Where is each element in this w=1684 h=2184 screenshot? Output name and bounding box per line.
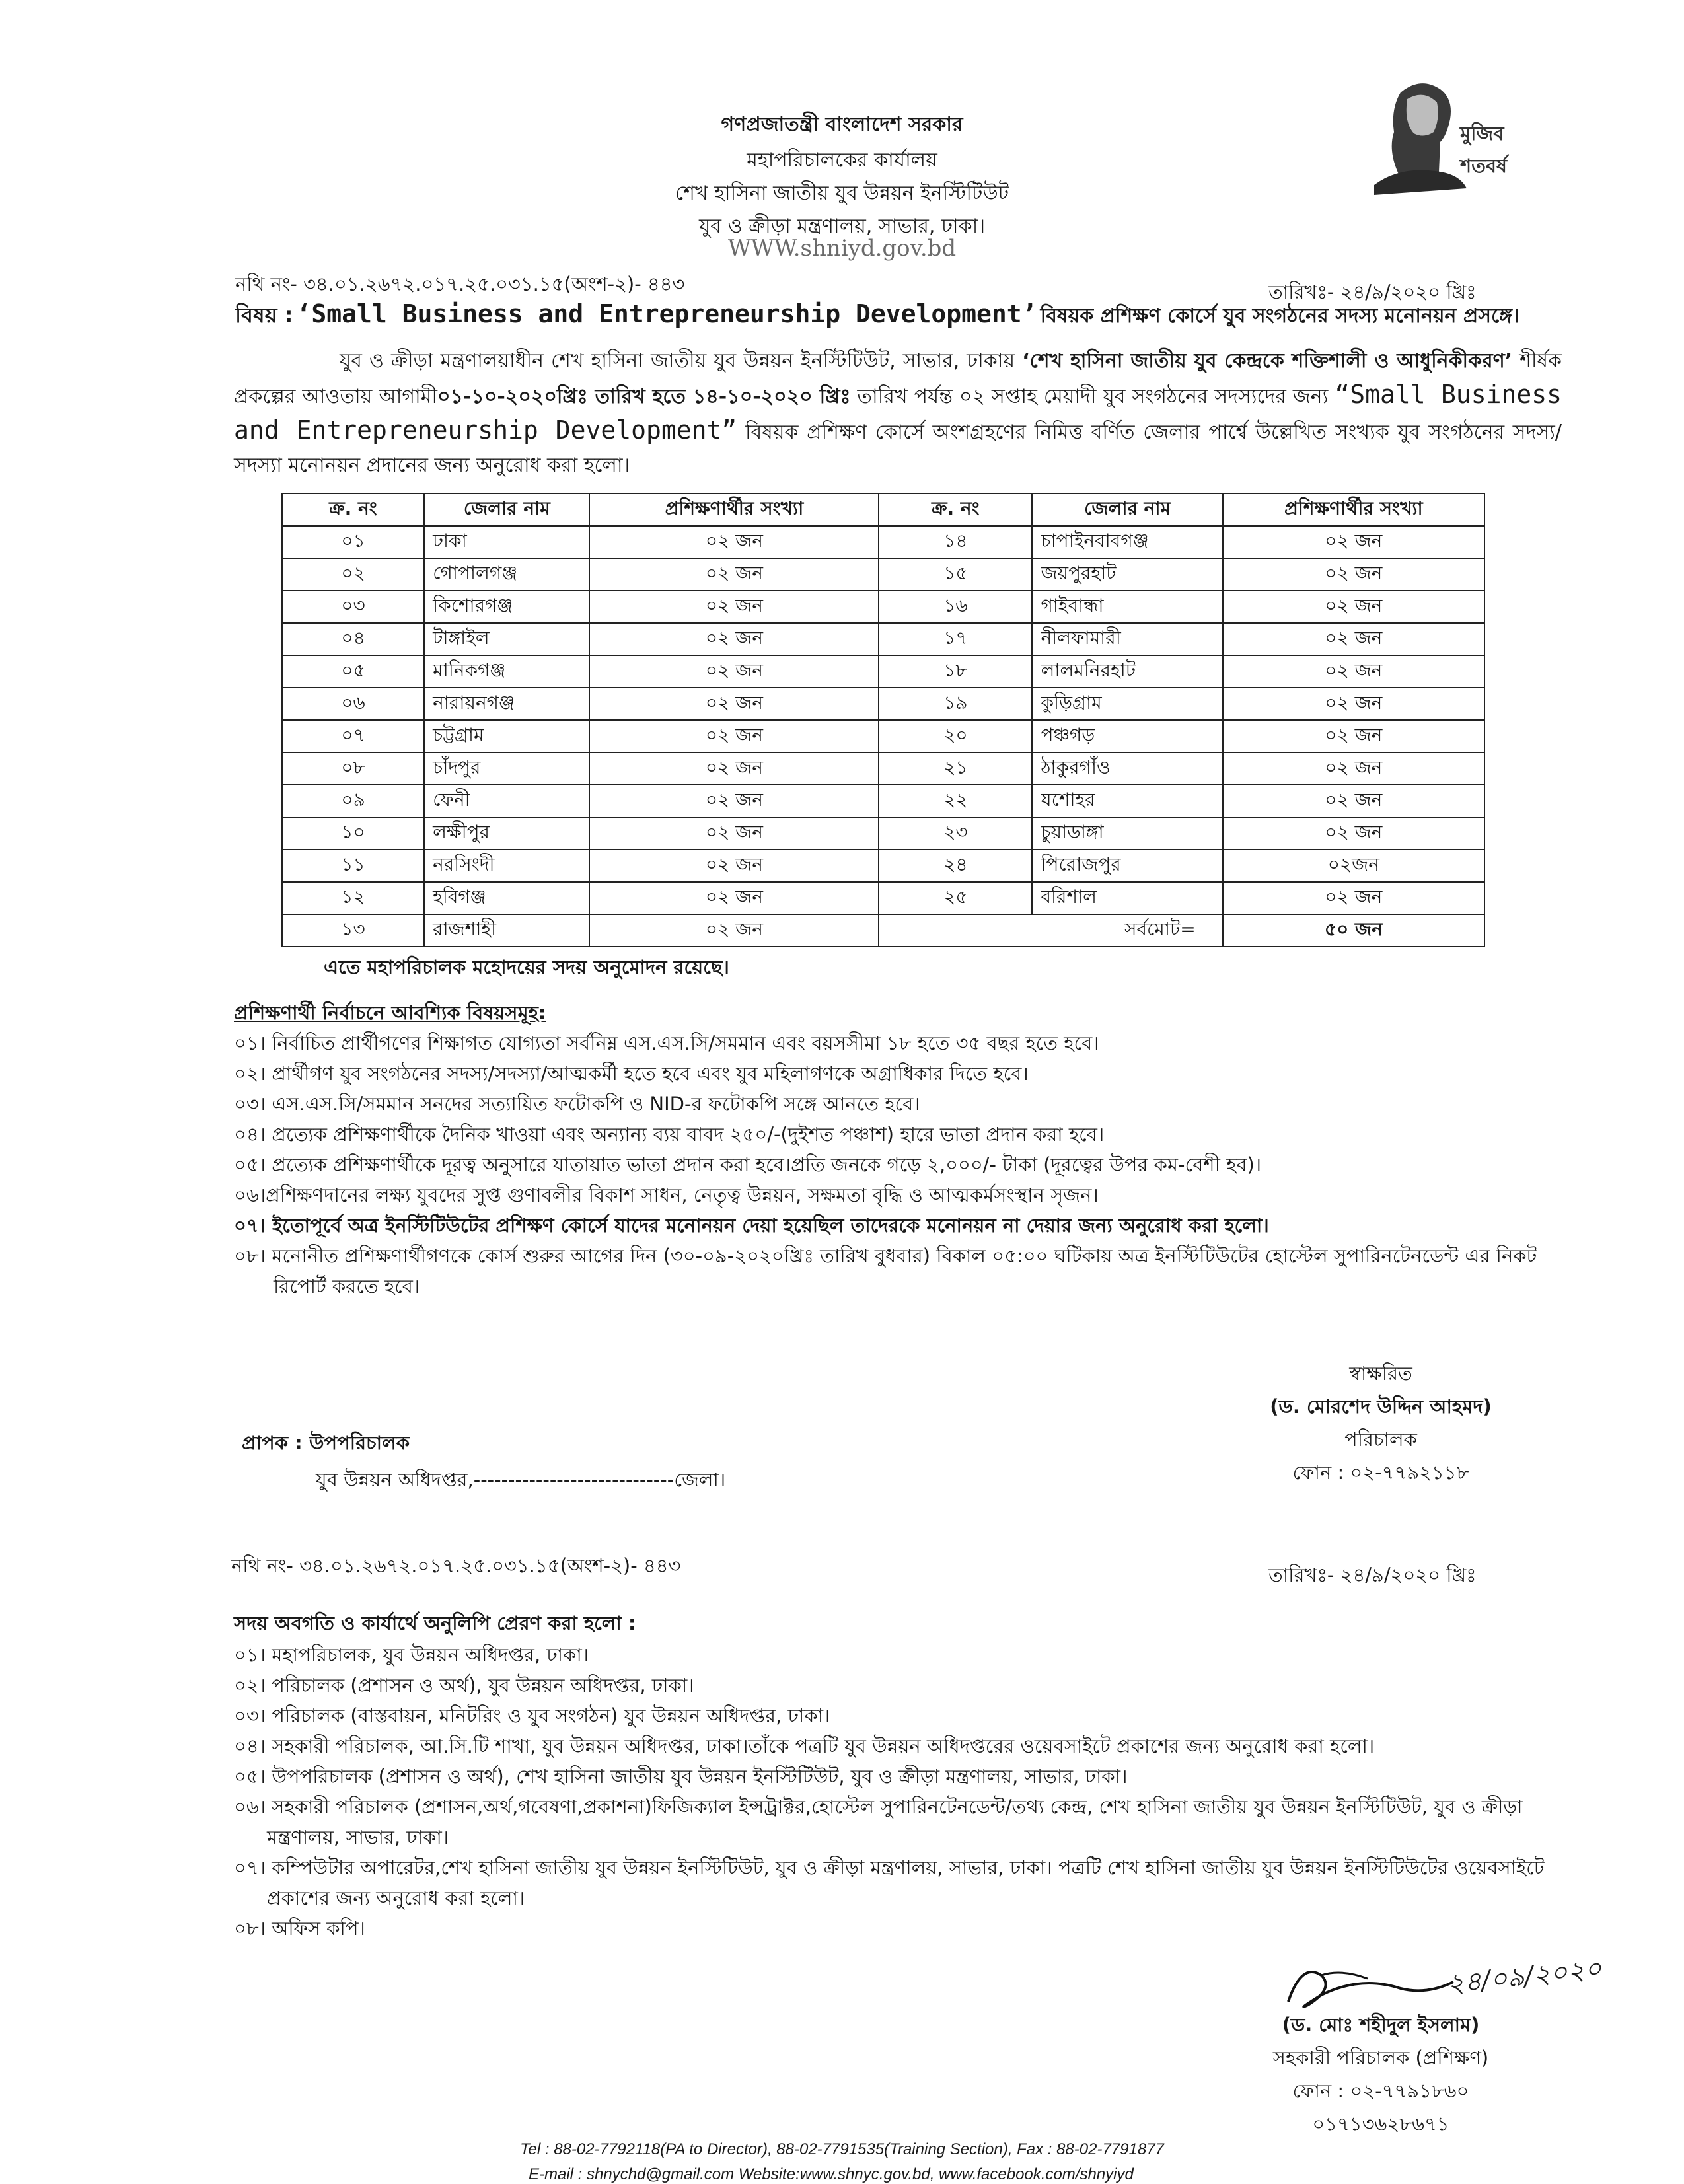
requirement-item: ০৮। মনোনীত প্রশিক্ষণার্থীগণকে কোর্স শুরুর আগের দিন (৩০-০৯-২০২০খ্রিঃ তারিখ বুধবার) বিকাল ০৫:০০ ঘটিকায় অত্র ইনস্টিটিউটের হোস্টেল সুপারিনটেনডেন্ট এর নিকট রিপোর্ট করতে হবে।: [234, 1245, 1537, 1297]
requirement-item: ০৩। এস.এস.সি/সমমান সনদের সত্যায়িত ফটোকপি ও NID-র ফটোকপি সঙ্গে আনতে হবে।: [234, 1093, 920, 1115]
requirement-item: ০৬।প্রশিক্ষণদানের লক্ষ্য যুবদের সুপ্ত গুণাবলীর বিকাশ সাধন, নেতৃত্ব উন্নয়ন, সক্ষমতা বৃদ্ধি ও আত্মকর্মসংস্থান সৃজন।: [234, 1184, 1099, 1206]
district-cell: কুড়িগ্রাম: [1032, 688, 1222, 720]
count-cell: ০২ জন: [589, 850, 879, 882]
count-cell: ০২ জন: [589, 526, 879, 558]
district-cell: ফেনী: [424, 785, 589, 817]
footer-email: E-mail : shnychd@gmail.com Website:www.shnyc.gov.bd, www.facebook.com/shnyiyd: [529, 2166, 1134, 2183]
body-text-d: বিষয়ক প্রশিক্ষণ কোর্সে অংশগ্রহণের নিমিত্ত বর্ণিত জেলার পার্শ্বে উল্লেখিত সংখ্যক যুব সংগঠনের সদস্য/সদস্যা মনোনয়ন প্রদানের জন্য অনুরোধ করা হলো।: [234, 421, 1562, 477]
district-cell: নীলফামারী: [1032, 623, 1222, 655]
signatory-mobile: ০১৭১৩৬২৮৬৭১: [1312, 2113, 1449, 2135]
serial-cell: ১৯: [879, 688, 1032, 720]
serial-cell: ২৩: [879, 817, 1032, 850]
copy-item: ০৮। অফিস কপি।: [234, 1917, 365, 1940]
institute-name: শেখ হাসিনা জাতীয় যুব উন্নয়ন ইনস্টিটিউট: [675, 182, 1009, 205]
district-cell: পিরোজপুর: [1032, 850, 1222, 882]
district-cell: গোপালগঞ্জ: [424, 558, 589, 591]
district-cell: কিশোরগঞ্জ: [424, 591, 589, 623]
district-cell: রাজশাহী: [424, 914, 589, 947]
serial-cell: ০৪: [282, 623, 424, 655]
count-cell: ০২ জন: [1223, 752, 1484, 785]
subject-label: বিষয় :: [235, 303, 293, 328]
copy-item: ০৭। কম্পিউটার অপারেটর,শেখ হাসিনা জাতীয় যুব উন্নয়ন ইনস্টিটিউট, যুব ও ক্রীড়া মন্ত্রণালয়, সাভার, ঢাকা। পত্রটি শেখ হাসিনা জাতীয় যুব উন্নয়ন ইনস্টিটিউটের ওয়েবসাইটে প্রকাশের জন্য অনুরোধ করা হলো।: [234, 1856, 1545, 1909]
signatory-block-2: [1216, 2008, 1546, 2140]
table-header-row: [282, 493, 1484, 526]
count-cell: ০২ জন: [1223, 882, 1484, 914]
serial-cell: ১৭: [879, 623, 1032, 655]
requirement-item: ০৭। ইতোপূর্বে অত্র ইনস্টিটিউটের প্রশিক্ষণ কোর্সে যাদের মনোনয়ন দেয়া হয়েছিল তাদেরকে মনোনয়ন না দেয়ার জন্য অনুরোধ করা হলো।: [234, 1214, 1269, 1237]
recipient-label: প্রাপক : উপপরিচালক: [242, 1432, 410, 1454]
district-table: [281, 493, 1485, 947]
signatory-name: (ড. মোরশেদ উদ্দিন আহমদ): [1270, 1395, 1492, 1418]
table-row: [282, 882, 1484, 914]
count-cell: ০২ জন: [1223, 688, 1484, 720]
subject-line: [235, 299, 1570, 334]
signatory-title: পরিচালক: [1344, 1428, 1417, 1451]
count-cell: ০২ জন: [589, 558, 879, 591]
count-cell: ০২ জন: [589, 785, 879, 817]
count-cell: ০২ জন: [589, 623, 879, 655]
count-cell: ০২ জন: [1223, 720, 1484, 752]
count-cell: ০২ জন: [589, 591, 879, 623]
table-row: [282, 850, 1484, 882]
requirement-item: ০৫। প্রত্যেক প্রশিক্ষণার্থীকে দূরত্ব অনুসারে যাতায়াত ভাতা প্রদান করা হবে।প্রতি জনকে গড়ে ২,০০০/- টাকা (দূরত্বের উপর কম-বেশী হব)।: [234, 1153, 1262, 1176]
serial-cell: ১৬: [879, 591, 1032, 623]
district-cell: মানিকগঞ্জ: [424, 655, 589, 688]
count-cell: ০২ জন: [589, 655, 879, 688]
table-row: [282, 720, 1484, 752]
copy-section: [234, 1607, 1575, 1944]
count-cell: ০২ জন: [589, 817, 879, 850]
signed-label: স্বাক্ষরিত: [1349, 1362, 1412, 1385]
district-cell: টাঙ্গাইল: [424, 623, 589, 655]
table-row: [282, 752, 1484, 785]
body-text-b: শীর্ষক প্রকল্পের আওতায় আগামী: [234, 349, 1562, 408]
serial-cell: ১৫: [879, 558, 1032, 591]
subject-rest: বিষয়ক প্রশিক্ষণ কোর্সে যুব সংগঠনের সদস্য মনোনয়ন প্রসঙ্গে।: [1040, 305, 1519, 328]
col-header-count: প্রশিক্ষণার্থীর সংখ্যা: [1223, 493, 1484, 526]
copy-item: ০২। পরিচালক (প্রশাসন ও অর্থ), যুব উন্নয়ন অধিদপ্তর, ঢাকা।: [234, 1674, 694, 1696]
requirements-list: [234, 1028, 1575, 1301]
district-cell: ঢাকা: [424, 526, 589, 558]
serial-cell: ০২: [282, 558, 424, 591]
memo-ref: নথি নং- ৩৪.০১.২৬৭২.০১৭.২৫.০৩১.১৫(অংশ-২)- ৪৪৩: [235, 273, 685, 295]
count-cell: ০২ জন: [589, 752, 879, 785]
serial-cell: ১২: [282, 882, 424, 914]
body-text-a: যুব ও ক্রীড়া মন্ত্রণালয়াধীন শেখ হাসিনা জাতীয় যুব উন্নয়ন ইনস্টিটিউট, সাভার, ঢাকায়: [340, 349, 1015, 373]
requirement-item: ০৪। প্রত্যেক প্রশিক্ষণার্থীকে দৈনিক খাওয়া এবং অন্যান্য ব্যয় বাবদ ২৫০/-(দুইশত পঞ্চাশ) হারে ভাতা প্রদান করা হবে।: [234, 1123, 1105, 1146]
serial-cell: ০৩: [282, 591, 424, 623]
copy-item: ০৫। উপপরিচালক (প্রশাসন ও অর্থ), শেখ হাসিনা জাতীয় যুব উন্নয়ন ইনস্টিটিউট, যুব ও ক্রীড়া মন্ত্রণালয়, সাভার, ঢাকা।: [234, 1765, 1128, 1788]
count-cell: ০২ জন: [589, 688, 879, 720]
count-cell: ০২ জন: [1223, 817, 1484, 850]
count-cell: ০২ জন: [1223, 623, 1484, 655]
serial-cell: ০৭: [282, 720, 424, 752]
project-name: ‘শেখ হাসিনা জাতীয় যুব কেন্দ্রকে শক্তিশালী ও আধুনিকীকরণ’: [1022, 349, 1513, 373]
count-cell: ০২ জন: [1223, 526, 1484, 558]
count-cell: ০২ জন: [1223, 785, 1484, 817]
approval-note: এতে মহাপরিচালক মহোদয়ের সদয় অনুমোদন রয়েছে।: [324, 956, 729, 978]
ministry-address: যুব ও ক্রীড়া মন্ত্রণালয়, সাভার, ঢাকা।: [698, 215, 986, 238]
recipient-line: যুব উন্নয়ন অধিদপ্তর,-----------------------------জেলা।: [316, 1469, 726, 1491]
serial-cell: ১৪: [879, 526, 1032, 558]
serial-cell: ০৮: [282, 752, 424, 785]
district-cell: ঠাকুরগাঁও: [1032, 752, 1222, 785]
body-paragraph: [234, 345, 1562, 482]
district-cell: লালমনিরহাট: [1032, 655, 1222, 688]
requirements-section: [234, 998, 1575, 1301]
serial-cell: ২০: [879, 720, 1032, 752]
logo-text: মুজিব শতবর্ষ: [1460, 122, 1508, 177]
footer-contact: Tel : 88-02-7792118(PA to Director), 88-02-7791535(Training Section), Fax : 88-02-7791877: [520, 2140, 1164, 2158]
serial-cell: ২১: [879, 752, 1032, 785]
body-text-c: তারিখ পর্যন্ত ০২ সপ্তাহ মেয়াদী যুব সংগঠনের সদস্যদের জন্য: [857, 385, 1329, 408]
table-row: [282, 785, 1484, 817]
serial-cell: ২৫: [879, 882, 1032, 914]
table-row: [282, 688, 1484, 720]
copy-item: ০৪। সহকারী পরিচালক, আ.সি.টি শাখা, যুব উন্নয়ন অধিদপ্তর, ঢাকা।তাঁকে পত্রটি যুব উন্নয়ন অধিদপ্তরের ওয়েবসাইটে প্রকাশের জন্য অনুরোধ করা হলো।: [234, 1735, 1375, 1757]
serial-cell: ১৩: [282, 914, 424, 947]
gov-name: গণপ্রজাতন্ত্রী বাংলাদেশ সরকার: [721, 113, 963, 136]
col-header-serial: ক্র. নং: [282, 493, 424, 526]
table-total-row: [282, 914, 1484, 947]
district-cell: নারায়নগঞ্জ: [424, 688, 589, 720]
district-cell: লক্ষীপুর: [424, 817, 589, 850]
copy-title: সদয় অবগতি ও কার্যার্থে অনুলিপি প্রেরণ করা হলো :: [234, 1612, 636, 1634]
copy-date: তারিখঃ- ২৪/৯/২০২০ খ্রিঃ: [1268, 1564, 1477, 1586]
district-cell: যশোহর: [1032, 785, 1222, 817]
website-link[interactable]: WWW.shniyd.gov.bd: [727, 235, 957, 262]
serial-cell: ০১: [282, 526, 424, 558]
signatory-title: সহকারী পরিচালক (প্রশিক্ষণ): [1272, 2047, 1489, 2069]
serial-cell: ১০: [282, 817, 424, 850]
signature-date: ২৪/০৯/২০২০: [1446, 1953, 1603, 2000]
table-row: [282, 623, 1484, 655]
col-header-count: প্রশিক্ষণার্থীর সংখ্যা: [589, 493, 879, 526]
col-header-district: জেলার নাম: [424, 493, 589, 526]
signatory-phone: ফোন : ০২-৭৭৯২১১৮: [1292, 1461, 1469, 1484]
district-cell: গাইবান্ধা: [1032, 591, 1222, 623]
course-dates: ০১-১০-২০২০খ্রিঃ তারিখ হতে ১৪-১০-২০২০ খ্রিঃ: [437, 385, 851, 408]
district-cell: হবিগঞ্জ: [424, 882, 589, 914]
serial-cell: ০৯: [282, 785, 424, 817]
table-row: [282, 655, 1484, 688]
count-cell: ০২ জন: [1223, 655, 1484, 688]
district-cell: পঞ্চগড়: [1032, 720, 1222, 752]
district-cell: চট্টগ্রাম: [424, 720, 589, 752]
copy-item: ০১। মহাপরিচালক, যুব উন্নয়ন অধিদপ্তর, ঢাকা।: [234, 1644, 589, 1666]
copy-item: ০৩। পরিচালক (বাস্তবায়ন, মনিটরিং ও যুব সংগঠন) যুব উন্নয়ন অধিদপ্তর, ঢাকা।: [234, 1704, 830, 1727]
table-row: [282, 526, 1484, 558]
serial-cell: ১৮: [879, 655, 1032, 688]
signatory-block-1: [1242, 1357, 1519, 1489]
office-name: মহাপরিচালকের কার্যালয়: [747, 149, 937, 172]
requirement-item: ০২। প্রার্থীগণ যুব সংগঠনের সদস্য/সদস্যা/আত্মকর্মী হতে হবে এবং যুব মহিলাগণকে অগ্রাধিকার দিতে হবে।: [234, 1062, 1029, 1085]
total-value: ৫০ জন: [1223, 914, 1484, 947]
course-name: “Small Business and Entrepreneurship Development”: [234, 380, 1562, 445]
count-cell: ০২জন: [1223, 850, 1484, 882]
copy-list: [234, 1640, 1575, 1944]
serial-cell: ২২: [879, 785, 1032, 817]
memo-date: তারিখঃ- ২৪/৯/২০২০ খ্রিঃ: [1268, 281, 1477, 303]
col-header-serial: ক্র. নং: [879, 493, 1032, 526]
serial-cell: ১১: [282, 850, 424, 882]
district-cell: চাঁদপুর: [424, 752, 589, 785]
district-cell: চুয়াডাঙ্গা: [1032, 817, 1222, 850]
district-cell: নরসিংদী: [424, 850, 589, 882]
col-header-district: জেলার নাম: [1032, 493, 1222, 526]
signatory-phone: ফোন : ০২-৭৭৯১৮৬০: [1292, 2080, 1469, 2102]
count-cell: ০২ জন: [589, 882, 879, 914]
count-cell: ০২ জন: [589, 914, 879, 947]
count-cell: ০২ জন: [1223, 558, 1484, 591]
table-row: [282, 558, 1484, 591]
requirements-title: প্রশিক্ষণার্থী নির্বাচনে আবশ্যিক বিষয়সমূহ:: [234, 1001, 546, 1024]
count-cell: ০২ জন: [589, 720, 879, 752]
serial-cell: ০৫: [282, 655, 424, 688]
copy-item: ০৬। সহকারী পরিচালক (প্রশাসন,অর্থ,গবেষণা,প্রকাশনা)ফিজিক্যাল ইন্সট্রাক্টর,হোস্টেল সুপারিনটেনডেন্ট/তথ্য কেন্দ্র, শেখ হাসিনা জাতীয় যুব উন্নয়ন ইনস্টিটিউট, যুব ও ক্রীড়া মন্ত্রণালয়, সাভার, ঢাকা।: [234, 1796, 1523, 1848]
serial-cell: ০৬: [282, 688, 424, 720]
table-row: [282, 591, 1484, 623]
signatory-name: (ড. মোঃ শহীদুল ইসলাম): [1282, 2014, 1480, 2036]
subject-title: ‘Small Business and Entrepreneurship Development’: [296, 299, 1037, 328]
requirement-item: ০১। নির্বাচিত প্রার্থীগণের শিক্ষাগত যোগ্যতা সর্বনিম্ন এস.এস.সি/সমমান এবং বয়সসীমা ১৮ হতে ৩৫ বছর হতে হবে।: [234, 1032, 1099, 1054]
copy-ref: নথি নং- ৩৪.০১.২৬৭২.০১৭.২৫.০৩১.১৫(অংশ-২)- ৪৪৩: [231, 1554, 681, 1577]
district-cell: জয়পুরহাট: [1032, 558, 1222, 591]
district-cell: চাপাইনবাবগঞ্জ: [1032, 526, 1222, 558]
table-row: [282, 817, 1484, 850]
count-cell: ০২ জন: [1223, 591, 1484, 623]
serial-cell: ২৪: [879, 850, 1032, 882]
district-cell: বরিশাল: [1032, 882, 1222, 914]
total-label: সর্বমোট=: [879, 914, 1222, 947]
